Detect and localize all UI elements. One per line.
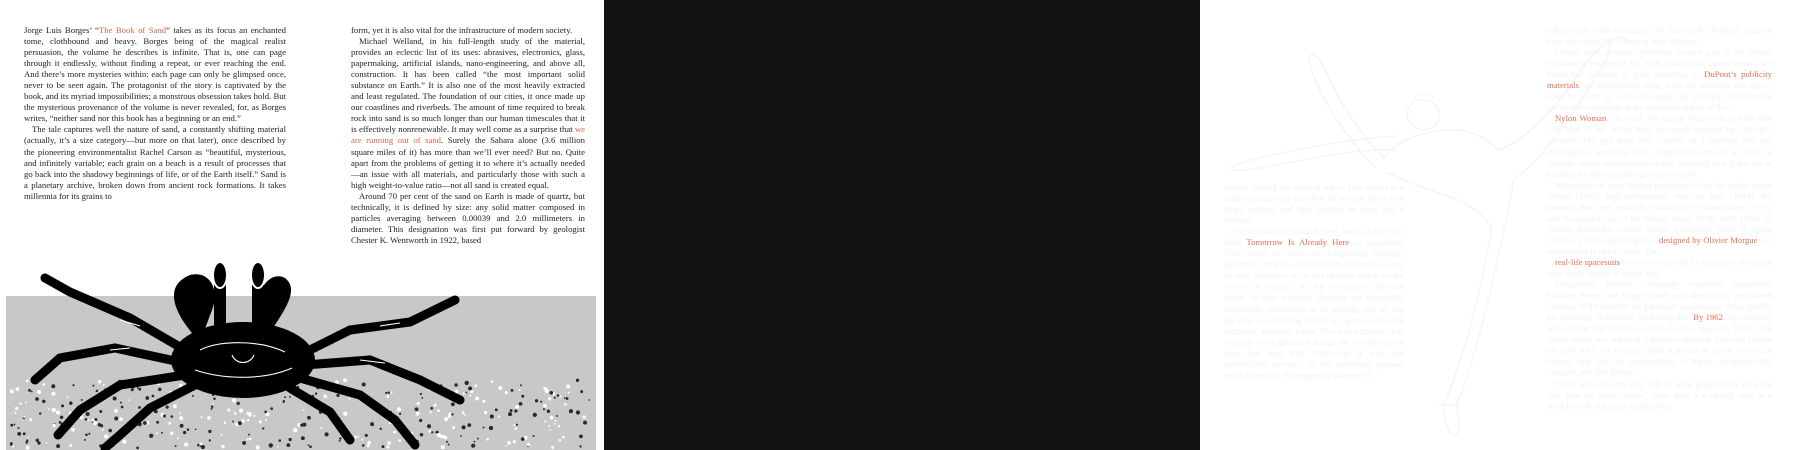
paragraph xyxy=(1224,182,1404,226)
paragraph-text: The Austrian journalist Robert Jungk, in his 1952 book xyxy=(1224,226,1404,248)
inline-link[interactable]: Nylon Woman xyxy=(1555,113,1607,124)
inline-link[interactable]: we are running out of sand xyxy=(351,124,585,146)
paragraph-text: Manufacturers were finding myriad new uses for nylon: guitar strings (1941), high-performance race car tires (1954), the seatbelts that were belatedly introduced to automobiles (1959), and ski apparel, one of the fashion crazes of the early 1960s. In Stanley Kubrick’s science fiction spectacular 2001: A Space Odyssey (1968), the furniture— xyxy=(1547,179,1772,245)
right-column-2 xyxy=(1547,25,1772,412)
paragraph xyxy=(24,25,286,124)
inline-link[interactable]: DuPont’s publicity materials xyxy=(1547,69,1772,91)
paragraph xyxy=(1547,257,1772,279)
right-column-1 xyxy=(1224,182,1404,381)
paragraph-text: ” takes as its focus an enchanted tome, clothbound and heavy. Borges being of the magical realist persuasion, the volume he describes is infinite. That is, one can page through it endlessly, without finding a repeat, or ever reaching the end. And there’s more mysteries within: each page can only be glimpsed once, never to be seen again. The protagonist of the story is captivated by the book, and its myriad impossibilities; a monstrous obsession takes hold. But the mysterious provenance of the volume is never revealed, for, as Borges writes, “neither sand nor this book has a beginning or an end.” xyxy=(24,25,286,124)
paragraph xyxy=(1547,279,1772,378)
left-column-1 xyxy=(24,25,286,202)
paragraph xyxy=(1547,47,1772,113)
paragraph xyxy=(1547,379,1772,412)
paragraph xyxy=(1547,113,1772,179)
paragraph-text: Around 70 per cent of the sand on Earth is made of quartz, but technically, it is defined by size: any solid matter composed in particles averaging between 0.00039 and 2.0 millimeters in diameter. This designation was first put forward by geologist Chester K. Wentworth in 1922, based xyxy=(351,190,585,245)
left-page xyxy=(0,0,596,450)
paragraph xyxy=(351,36,585,191)
paragraph xyxy=(24,124,286,201)
paragraph-text: competition from Germany, the American chemical industry even out-earned the booming auto industry. xyxy=(1547,25,1772,47)
inline-link[interactable]: By 1962 xyxy=(1693,312,1723,323)
right-page xyxy=(604,0,1772,450)
paragraph-text: Meanwhile, DuPont continually expanded production, building newer and bigger plants and developing specialized versions of the material for particular applications: extra sparkly for stockings, fluorescent for fishing line. xyxy=(1547,279,1772,323)
paragraph-text: heated, driving out residual water. This results in a solid material that can then be broken down into chips, melted, and then molded or spun into a filament. xyxy=(1224,182,1404,226)
paragraph xyxy=(1224,226,1404,381)
paragraph xyxy=(351,25,585,36)
paragraph-text: , the company was making 600 million pounds of nylon annually. Today, that figure stands at a stunning 8 billion—meaning that each person on earth uses, on average, about a pound of nylon a year. Of course, that rate of consumption is highly geographically variable, and also indirect. xyxy=(1547,312,1772,378)
paragraph-text: . Surely the Sahara alone (3.6 million square miles of it) has more than we’ll ever need? But no. Quite apart from the problems of getting it to where it’s actually needed—an issue with all materials, and particularly those with such a high weight-to-value ratio—not all sand is created equal. xyxy=(351,135,585,190)
inline-link[interactable]: real-life spacesuits xyxy=(1555,256,1620,267)
inline-link[interactable]: The Book of Sand xyxy=(98,25,167,35)
paragraph-text: Jorge Luis Borges’ “ xyxy=(24,25,99,35)
inline-link[interactable]: designed by Olivier Morgue xyxy=(1658,234,1758,245)
paragraph-text: Michael Welland, in his full-length study of the material, provides an eclectic list of its uses: abrasives, electronics, glass, papermaking, artificial islands, nano-engineering, and above all, construction. It has been called “the most important solid substance on Earth.” It is also one of the most heavily extracted and least regulated. The foundation of our cities, it once made up our coastlines and riverbeds. The amount of time required to break rock into sand is so much longer than our human timescales that it is effectively nonrenewable. It may well come as a surprise that xyxy=(351,36,585,135)
left-column-2 xyxy=(351,25,585,246)
paragraph-text: The tale captures well the nature of sand, a constantly shifting material (actually, it’s a size category—but more on that later), once described by the pioneering environmentalist Rachel Carson as “beautiful, mysterious, and infinitely variable; each grain on a beach is a result of processes that go back into the shadowy beginnings of life, or of the Earth itself.” Sand is a planetary archive, broken down from ancient rock formations. It takes millennia for its grains to xyxy=(24,124,286,201)
paragraph-text: .” In 1951, the Ealing Studio released the film The Man in the White Suit, obviously inspired by DuPont’s research. The plot stars Alec Guiness as a scientist who has developed a luminous fiber, completely immune to stain or damage: textile manufacturers rebel, worrying they’ll put out of business by indestructibly permanent cloth. xyxy=(1547,113,1772,179)
paragraph-text: —is upholstered in nylon fabric. The xyxy=(1547,234,1772,256)
inline-link[interactable]: Tomorrow Is Already Here xyxy=(1246,237,1350,248)
paragraph xyxy=(1547,25,1772,47)
paragraph xyxy=(1547,180,1772,257)
paragraph-text: Longer term, synthetic polymers became part of the mental furniture of modernity. By 1958, when nylon turned twenty, the brand had become, at least according to xyxy=(1547,47,1772,80)
ghost-crab-illustration xyxy=(0,230,596,450)
paragraph-text: worn in the Apollo 11 mission to the moon were made mostly of nylon, too. xyxy=(1547,256,1772,279)
paragraph-text: While sheer hosiery may still be what people think of when they hear the word “nylon,” these days it is mainly used in a solid form in industrial applications. xyxy=(1547,378,1772,411)
paragraph-text: , an international slang term for whatever was up-to-date, for better or worse: in Egypt, for example, conservative social critics focused on the dangerous figure of the “ xyxy=(1547,80,1772,113)
paragraph-text: form, yet it is also vital for the infrastructure of modern society. xyxy=(351,25,573,35)
paragraph-text: —a pioneering 1952 study of America’s burgeoning military-industrial complex—described DuPont’s discovery of such processes as “a sort of mass attack on the secrets of nature.” In the company’s chemical plants, he saw scientists churning out patentable, marketable discoveries at an average rate of one per day: non-freezing motor oil, glow-in-the-dark materials, synthetic foods. This was futuristic stuff—Jungk even glimpsed a sign on one laboratory door that read A.D. 2000—but it was also immediately lucrative. In the immediate postwar years, helped by the temporary absence of xyxy=(1224,237,1405,380)
